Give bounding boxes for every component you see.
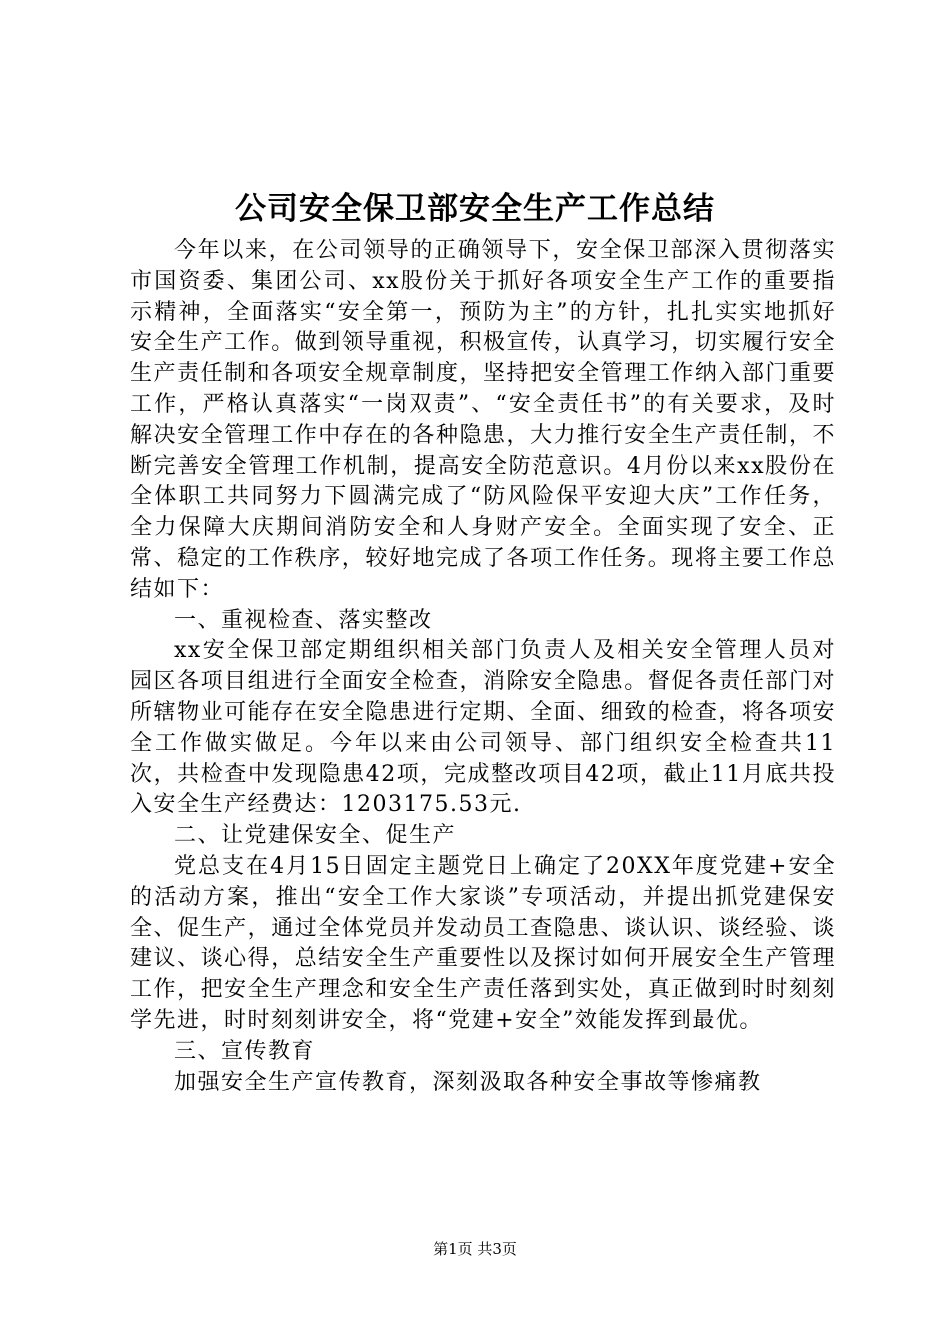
section-paragraph-1: xx安全保卫部定期组织相关部门负责人及相关安全管理人员对园区各项目组进行全面安全检查，消除安全隐患。督促各责任部门对所辖物业可能存在安全隐患进行定期、全面、细致的检查，将各项安全工作做实做足。今年以来由公司领导、部门组织安全检查共11次，共检查中发现隐患42项，完成整改项目42项，截止11月底共投入安全生产经费达：1203175.53元. [130,638,836,818]
section-heading-2: 二、让党建保安全、促生产 [174,823,457,849]
document-title: 公司安全保卫部安全生产工作总结 [235,191,715,227]
page-number-footer: 第1页 共3页 [433,1240,517,1258]
document-body [130,236,836,1098]
section-heading-1: 一、重视检查、落实整改 [174,607,433,633]
section-paragraph-3: 加强安全生产宣传教育，深刻汲取各种安全事故等惨痛教 [174,1069,762,1095]
section-paragraph-2: 党总支在4月15日固定主题党日上确定了20XX年度党建+安全的活动方案，推出“安全工作大家谈”专项活动，并提出抓党建保安全、促生产，通过全体党员并发动员工查隐患、谈认识、谈经验、谈建议、谈心得，总结安全生产重要性以及探讨如何开展安全生产管理工作，把安全生产理念和安全生产责任落到实处，真正做到时时刻刻学先进，时时刻刻讲安全，将“党建+安全”效能发挥到最优。 [130,853,836,1033]
section-heading-3: 三、宣传教育 [174,1038,316,1064]
intro-paragraph: 今年以来，在公司领导的正确领导下，安全保卫部深入贯彻落实市国资委、集团公司、xx股份关于抓好各项安全生产工作的重要指示精神，全面落实“安全第一，预防为主”的方针，扎扎实实地抓好安全生产工作。做到领导重视，积极宣传，认真学习，切实履行安全生产责任制和各项安全规章制度，坚持把安全管理工作纳入部门重要工作，严格认真落实“一岗双责”、“安全责任书”的有关要求，及时解决安全管理工作中存在的各种隐患，大力推行安全生产责任制，不断完善安全管理工作机制，提高安全防范意识。4月份以来xx股份在全体职工共同努力下圆满完成了“防风险保平安迎大庆”工作任务，全力保障大庆期间消防安全和人身财产安全。全面实现了安全、正常、稳定的工作秩序，较好地完成了各项工作任务。现将主要工作总结如下： [130,238,836,602]
